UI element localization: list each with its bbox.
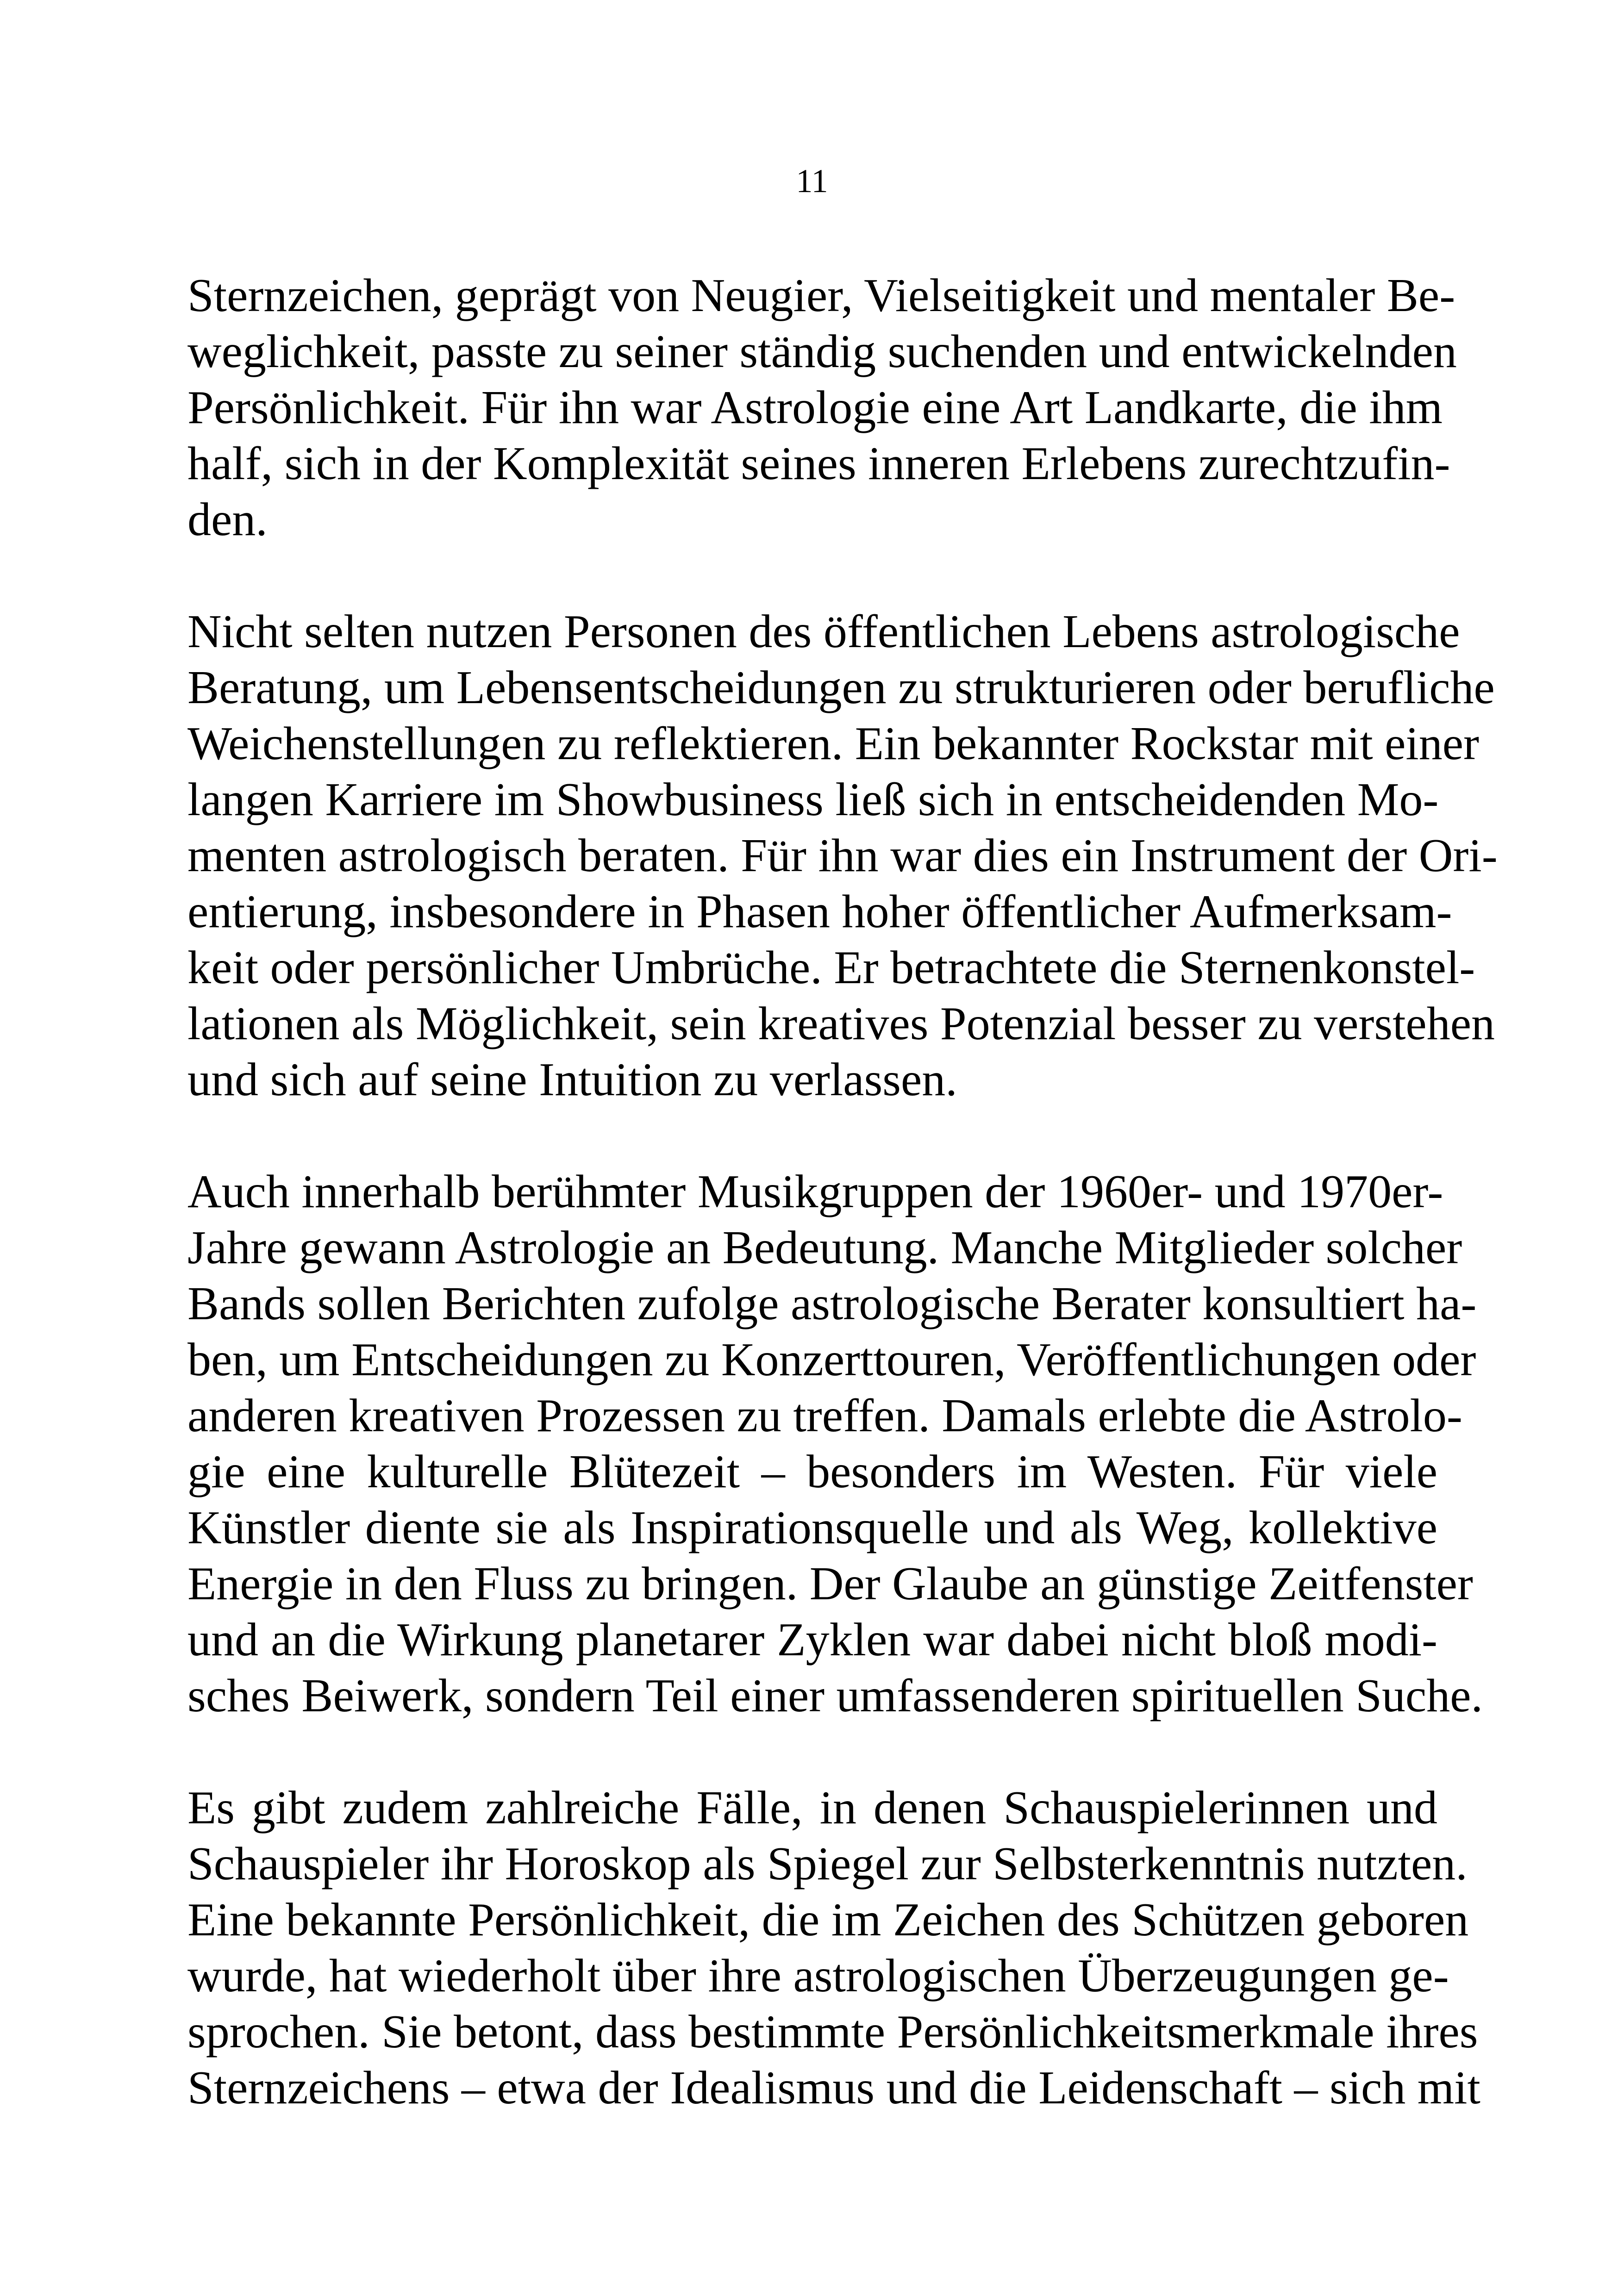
text-line: Nicht selten nutzen Personen des öffentlichen Lebens astrologische <box>187 605 1460 658</box>
text-line: entierung, insbesondere in Phasen hoher öffentlicher Aufmerksam- <box>187 886 1452 938</box>
text-line: wurde, hat wiederholt über ihre astrologischen Überzeugungen ge- <box>187 1950 1449 2002</box>
text-line: lationen als Möglichkeit, sein kreatives Potenzial besser zu verstehen <box>187 998 1495 1050</box>
text-line: Es gibt zudem zahlreiche Fälle, in denen Schauspielerinnen und <box>187 1782 1437 1834</box>
text-line: Künstler diente sie als Inspirationsquelle und als Weg, kollektive <box>187 1502 1437 1554</box>
paragraph-1 <box>187 268 1457 548</box>
paragraph-4 <box>187 1780 1480 2116</box>
text-line: half, sich in der Komplexität seines inneren Erlebens zurechtzufin- <box>187 437 1450 490</box>
text-line: Beratung, um Lebensentscheidungen zu strukturieren oder berufliche <box>187 661 1495 714</box>
paragraph-3 <box>187 1164 1483 1724</box>
text-line: Sternzeichens – etwa der Idealismus und die Leidenschaft – sich mit <box>187 2062 1480 2114</box>
text-line: sches Beiwerk, sondern Teil einer umfassenderen spirituellen Suche. <box>187 1670 1483 1722</box>
text-line: Eine bekannte Persönlichkeit, die im Zeichen des Schützen geboren <box>187 1894 1469 1946</box>
text-line: Energie in den Fluss zu bringen. Der Glaube an günstige Zeitfenster <box>187 1558 1473 1610</box>
text-line: anderen kreativen Prozessen zu treffen. Damals erlebte die Astrolo- <box>187 1390 1462 1442</box>
text-line: Persönlichkeit. Für ihn war Astrologie eine Art Landkarte, die ihm <box>187 381 1443 434</box>
text-line: keit oder persönlicher Umbrüche. Er betrachtete die Sternenkonstel- <box>187 942 1475 994</box>
text-line: Schauspieler ihr Horoskop als Spiegel zur Selbsterkenntnis nutzten. <box>187 1838 1468 1890</box>
text-line: sprochen. Sie betont, dass bestimmte Persönlichkeitsmerkmale ihres <box>187 2006 1478 2058</box>
text-line: Jahre gewann Astrologie an Bedeutung. Manche Mitglieder solcher <box>187 1222 1462 1274</box>
text-line: und sich auf seine Intuition zu verlassen. <box>187 1054 957 1106</box>
text-line: und an die Wirkung planetarer Zyklen war dabei nicht bloß modi- <box>187 1614 1437 1666</box>
page-number: 11 <box>796 162 828 200</box>
text-line: Bands sollen Berichten zufolge astrologische Berater konsultiert ha- <box>187 1278 1477 1330</box>
body-text <box>187 268 1498 2172</box>
text-line: Auch innerhalb berühmter Musikgruppen der 1960er- und 1970er- <box>187 1166 1443 1218</box>
text-line: weglichkeit, passte zu seiner ständig suchenden und entwickelnden <box>187 325 1457 378</box>
text-line: Weichenstellungen zu reflektieren. Ein bekannter Rockstar mit einer <box>187 717 1480 770</box>
text-line: langen Karriere im Showbusiness ließ sich in entscheidenden Mo- <box>187 773 1439 826</box>
paragraph-2 <box>187 604 1498 1108</box>
text-line: den. <box>187 493 268 546</box>
text-line: Sternzeichen, geprägt von Neugier, Vielseitigkeit und mentaler Be- <box>187 269 1455 322</box>
text-line: ben, um Entscheidungen zu Konzerttouren, Veröffentlichungen oder <box>187 1334 1476 1386</box>
text-line: menten astrologisch beraten. Für ihn war dies ein Instrument der Ori- <box>187 829 1498 882</box>
text-line: gie eine kulturelle Blütezeit – besonders im Westen. Für viele <box>187 1446 1437 1498</box>
